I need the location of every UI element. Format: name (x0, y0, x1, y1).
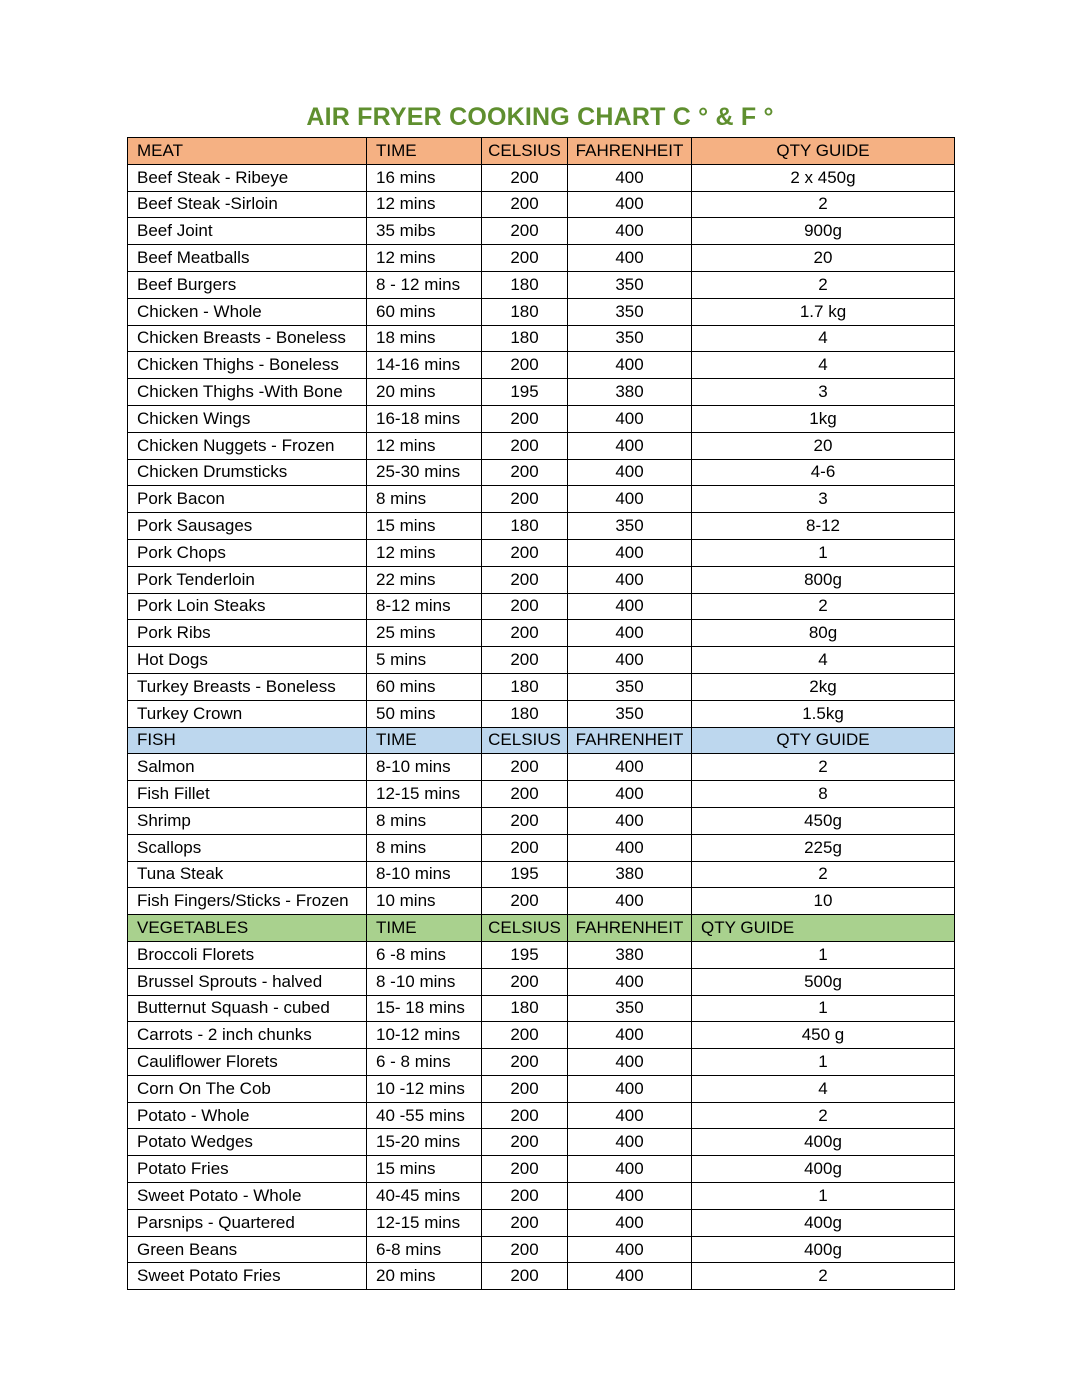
cell-qty: 400g (692, 1236, 955, 1263)
cell-celsius: 200 (482, 1209, 568, 1236)
cell-time: 8 mins (367, 834, 482, 861)
cell-time: 10 mins (367, 888, 482, 915)
table-row (128, 700, 955, 727)
cell-item: Beef Burgers (128, 271, 367, 298)
cell-item: Beef Steak -Sirloin (128, 191, 367, 218)
cell-item: Turkey Crown (128, 700, 367, 727)
cell-celsius: 180 (482, 298, 568, 325)
cell-fahrenheit: 400 (568, 191, 692, 218)
cell-time: 16 mins (367, 164, 482, 191)
cell-item: Potato Fries (128, 1156, 367, 1183)
header-cell-item: VEGETABLES (128, 915, 367, 942)
cell-celsius: 200 (482, 1129, 568, 1156)
cell-fahrenheit: 350 (568, 700, 692, 727)
cooking-chart-table (127, 137, 955, 1290)
table-row (128, 191, 955, 218)
cell-qty: 20 (692, 245, 955, 272)
cell-qty: 2 x 450g (692, 164, 955, 191)
cell-celsius: 200 (482, 888, 568, 915)
cell-time: 12 mins (367, 245, 482, 272)
cell-item: Potato Wedges (128, 1129, 367, 1156)
cell-fahrenheit: 400 (568, 781, 692, 808)
cell-qty: 80g (692, 620, 955, 647)
table-row (128, 271, 955, 298)
cell-fahrenheit: 400 (568, 1049, 692, 1076)
cell-item: Fish Fillet (128, 781, 367, 808)
cell-fahrenheit: 350 (568, 513, 692, 540)
header-cell-time: TIME (367, 727, 482, 754)
cell-time: 20 mins (367, 379, 482, 406)
cell-celsius: 200 (482, 1236, 568, 1263)
cell-qty: 1 (692, 1049, 955, 1076)
cell-item: Chicken Thighs -With Bone (128, 379, 367, 406)
cell-qty: 4 (692, 352, 955, 379)
header-cell-qty: QTY GUIDE (692, 727, 955, 754)
cell-qty: 3 (692, 379, 955, 406)
table-row (128, 298, 955, 325)
table-row (128, 459, 955, 486)
cell-qty: 4 (692, 647, 955, 674)
cell-celsius: 195 (482, 861, 568, 888)
cell-celsius: 200 (482, 1075, 568, 1102)
cell-fahrenheit: 400 (568, 539, 692, 566)
cell-item: Potato - Whole (128, 1102, 367, 1129)
cell-celsius: 200 (482, 1263, 568, 1290)
cell-qty: 4 (692, 1075, 955, 1102)
table-row (128, 1183, 955, 1210)
table-row (128, 513, 955, 540)
table-row (128, 620, 955, 647)
cell-celsius: 200 (482, 754, 568, 781)
cell-fahrenheit: 400 (568, 888, 692, 915)
cell-item: Scallops (128, 834, 367, 861)
cell-qty: 2 (692, 1102, 955, 1129)
cell-celsius: 200 (482, 164, 568, 191)
cell-celsius: 200 (482, 218, 568, 245)
cell-fahrenheit: 400 (568, 459, 692, 486)
cell-item: Broccoli Florets (128, 941, 367, 968)
cell-time: 16-18 mins (367, 405, 482, 432)
cell-celsius: 200 (482, 245, 568, 272)
cell-time: 8-12 mins (367, 593, 482, 620)
cell-qty: 2 (692, 593, 955, 620)
cell-item: Sweet Potato Fries (128, 1263, 367, 1290)
cell-celsius: 200 (482, 1022, 568, 1049)
cell-qty: 800g (692, 566, 955, 593)
cell-item: Pork Sausages (128, 513, 367, 540)
cell-item: Butternut Squash - cubed (128, 995, 367, 1022)
table-row (128, 1129, 955, 1156)
cell-time: 40 -55 mins (367, 1102, 482, 1129)
cell-qty: 10 (692, 888, 955, 915)
cell-qty: 8-12 (692, 513, 955, 540)
cell-celsius: 180 (482, 995, 568, 1022)
cell-time: 8-10 mins (367, 861, 482, 888)
cell-fahrenheit: 400 (568, 647, 692, 674)
cell-fahrenheit: 400 (568, 1129, 692, 1156)
cell-qty: 500g (692, 968, 955, 995)
cell-fahrenheit: 400 (568, 593, 692, 620)
table-row (128, 1022, 955, 1049)
table-row (128, 1209, 955, 1236)
cell-celsius: 180 (482, 513, 568, 540)
cell-time: 20 mins (367, 1263, 482, 1290)
header-cell-celsius: CELSIUS (482, 727, 568, 754)
table-row (128, 941, 955, 968)
table-row (128, 539, 955, 566)
table-row (128, 486, 955, 513)
cell-celsius: 180 (482, 673, 568, 700)
cell-item: Salmon (128, 754, 367, 781)
cell-time: 25-30 mins (367, 459, 482, 486)
cell-fahrenheit: 400 (568, 754, 692, 781)
cell-celsius: 200 (482, 352, 568, 379)
header-cell-item: MEAT (128, 138, 367, 165)
cell-time: 15 mins (367, 1156, 482, 1183)
cell-celsius: 195 (482, 379, 568, 406)
cell-celsius: 180 (482, 325, 568, 352)
header-cell-celsius: CELSIUS (482, 138, 568, 165)
table-row (128, 861, 955, 888)
cell-celsius: 200 (482, 1156, 568, 1183)
cell-item: Pork Tenderloin (128, 566, 367, 593)
cell-time: 18 mins (367, 325, 482, 352)
table-row (128, 593, 955, 620)
cell-celsius: 195 (482, 941, 568, 968)
cell-qty: 4 (692, 325, 955, 352)
cell-item: Pork Chops (128, 539, 367, 566)
cell-fahrenheit: 350 (568, 673, 692, 700)
cell-qty: 1kg (692, 405, 955, 432)
cell-fahrenheit: 400 (568, 968, 692, 995)
cell-time: 10 -12 mins (367, 1075, 482, 1102)
cell-time: 15-20 mins (367, 1129, 482, 1156)
table-row (128, 325, 955, 352)
table-row (128, 1156, 955, 1183)
table-row (128, 1236, 955, 1263)
header-cell-celsius: CELSIUS (482, 915, 568, 942)
cell-item: Beef Steak - Ribeye (128, 164, 367, 191)
cell-celsius: 200 (482, 781, 568, 808)
header-cell-fahrenheit: FAHRENHEIT (568, 138, 692, 165)
table-row (128, 888, 955, 915)
cell-time: 50 mins (367, 700, 482, 727)
header-cell-qty: QTY GUIDE (692, 915, 955, 942)
cell-time: 22 mins (367, 566, 482, 593)
cell-time: 6 - 8 mins (367, 1049, 482, 1076)
cell-time: 60 mins (367, 298, 482, 325)
table-row (128, 379, 955, 406)
cell-celsius: 200 (482, 807, 568, 834)
table-row (128, 1263, 955, 1290)
cell-qty: 20 (692, 432, 955, 459)
cell-fahrenheit: 380 (568, 941, 692, 968)
header-cell-time: TIME (367, 915, 482, 942)
cell-qty: 400g (692, 1129, 955, 1156)
cell-fahrenheit: 400 (568, 834, 692, 861)
cell-fahrenheit: 400 (568, 432, 692, 459)
table-row (128, 781, 955, 808)
cell-fahrenheit: 400 (568, 1209, 692, 1236)
cell-item: Beef Meatballs (128, 245, 367, 272)
header-cell-time: TIME (367, 138, 482, 165)
section-header-fish (128, 727, 955, 754)
table-row (128, 164, 955, 191)
cell-item: Chicken - Whole (128, 298, 367, 325)
header-cell-item: FISH (128, 727, 367, 754)
cell-qty: 2 (692, 191, 955, 218)
cell-item: Shrimp (128, 807, 367, 834)
table-row (128, 647, 955, 674)
cell-fahrenheit: 400 (568, 566, 692, 593)
cell-fahrenheit: 400 (568, 1075, 692, 1102)
table-row (128, 405, 955, 432)
table-row (128, 245, 955, 272)
cell-celsius: 200 (482, 647, 568, 674)
table-row (128, 432, 955, 459)
cell-qty: 1 (692, 995, 955, 1022)
cell-fahrenheit: 400 (568, 1156, 692, 1183)
table-row (128, 1102, 955, 1129)
cell-time: 8 - 12 mins (367, 271, 482, 298)
cell-qty: 900g (692, 218, 955, 245)
cell-celsius: 180 (482, 271, 568, 298)
table-row (128, 1075, 955, 1102)
cell-time: 12-15 mins (367, 1209, 482, 1236)
cell-time: 60 mins (367, 673, 482, 700)
cell-time: 8-10 mins (367, 754, 482, 781)
cell-celsius: 200 (482, 1049, 568, 1076)
cell-item: Pork Loin Steaks (128, 593, 367, 620)
table-row (128, 566, 955, 593)
cell-qty: 1 (692, 1183, 955, 1210)
cell-fahrenheit: 350 (568, 298, 692, 325)
cell-time: 5 mins (367, 647, 482, 674)
table-row (128, 673, 955, 700)
cell-celsius: 200 (482, 191, 568, 218)
cell-celsius: 200 (482, 968, 568, 995)
cell-time: 40-45 mins (367, 1183, 482, 1210)
section-header-veg (128, 915, 955, 942)
cell-celsius: 200 (482, 1102, 568, 1129)
cell-item: Tuna Steak (128, 861, 367, 888)
cell-fahrenheit: 400 (568, 486, 692, 513)
cell-time: 15 mins (367, 513, 482, 540)
cell-fahrenheit: 400 (568, 245, 692, 272)
cell-time: 8 -10 mins (367, 968, 482, 995)
cell-item: Pork Bacon (128, 486, 367, 513)
cell-celsius: 200 (482, 566, 568, 593)
table-row (128, 754, 955, 781)
cell-item: Corn On The Cob (128, 1075, 367, 1102)
cell-item: Hot Dogs (128, 647, 367, 674)
cell-celsius: 200 (482, 1183, 568, 1210)
header-cell-fahrenheit: FAHRENHEIT (568, 727, 692, 754)
cell-qty: 2 (692, 861, 955, 888)
cell-qty: 1.7 kg (692, 298, 955, 325)
cell-item: Chicken Breasts - Boneless (128, 325, 367, 352)
cell-item: Turkey Breasts - Boneless (128, 673, 367, 700)
cell-fahrenheit: 350 (568, 325, 692, 352)
cell-item: Chicken Nuggets - Frozen (128, 432, 367, 459)
cell-qty: 2kg (692, 673, 955, 700)
cell-celsius: 200 (482, 593, 568, 620)
cell-item: Chicken Drumsticks (128, 459, 367, 486)
cell-item: Parsnips - Quartered (128, 1209, 367, 1236)
cell-fahrenheit: 380 (568, 379, 692, 406)
table-row (128, 352, 955, 379)
cell-item: Carrots - 2 inch chunks (128, 1022, 367, 1049)
cell-celsius: 200 (482, 432, 568, 459)
cell-fahrenheit: 400 (568, 218, 692, 245)
cell-time: 10-12 mins (367, 1022, 482, 1049)
cell-qty: 2 (692, 271, 955, 298)
header-cell-fahrenheit: FAHRENHEIT (568, 915, 692, 942)
cell-qty: 400g (692, 1209, 955, 1236)
cell-fahrenheit: 400 (568, 1183, 692, 1210)
cell-time: 12 mins (367, 539, 482, 566)
cell-fahrenheit: 400 (568, 1263, 692, 1290)
cell-time: 14-16 mins (367, 352, 482, 379)
cell-item: Pork Ribs (128, 620, 367, 647)
cell-qty: 1 (692, 941, 955, 968)
cell-qty: 450g (692, 807, 955, 834)
cell-item: Brussel Sprouts - halved (128, 968, 367, 995)
cell-qty: 8 (692, 781, 955, 808)
cell-qty: 2 (692, 754, 955, 781)
cell-celsius: 200 (482, 486, 568, 513)
cell-celsius: 200 (482, 620, 568, 647)
section-header-meat (128, 138, 955, 165)
cell-item: Fish Fingers/Sticks - Frozen (128, 888, 367, 915)
cell-fahrenheit: 400 (568, 620, 692, 647)
cell-fahrenheit: 400 (568, 405, 692, 432)
page-title: AIR FRYER COOKING CHART C ° & F ° (306, 103, 774, 131)
cell-time: 8 mins (367, 807, 482, 834)
cell-fahrenheit: 400 (568, 352, 692, 379)
cell-fahrenheit: 400 (568, 1102, 692, 1129)
cell-time: 8 mins (367, 486, 482, 513)
cell-time: 25 mins (367, 620, 482, 647)
cell-time: 12-15 mins (367, 781, 482, 808)
cell-celsius: 180 (482, 700, 568, 727)
cell-celsius: 200 (482, 539, 568, 566)
cell-qty: 3 (692, 486, 955, 513)
cell-qty: 1 (692, 539, 955, 566)
cell-qty: 2 (692, 1263, 955, 1290)
cell-time: 12 mins (367, 191, 482, 218)
cell-qty: 400g (692, 1156, 955, 1183)
cell-item: Cauliflower Florets (128, 1049, 367, 1076)
cell-item: Green Beans (128, 1236, 367, 1263)
header-cell-qty: QTY GUIDE (692, 138, 955, 165)
table-row (128, 807, 955, 834)
cell-item: Chicken Thighs - Boneless (128, 352, 367, 379)
cell-item: Chicken Wings (128, 405, 367, 432)
cell-fahrenheit: 350 (568, 271, 692, 298)
cell-celsius: 200 (482, 459, 568, 486)
cell-fahrenheit: 380 (568, 861, 692, 888)
table-row (128, 968, 955, 995)
cell-qty: 4-6 (692, 459, 955, 486)
cell-celsius: 200 (482, 834, 568, 861)
table-row (128, 834, 955, 861)
cell-qty: 450 g (692, 1022, 955, 1049)
cell-celsius: 200 (482, 405, 568, 432)
cell-time: 6-8 mins (367, 1236, 482, 1263)
table-row (128, 218, 955, 245)
table-row (128, 995, 955, 1022)
cell-qty: 1.5kg (692, 700, 955, 727)
cell-fahrenheit: 400 (568, 164, 692, 191)
cell-qty: 225g (692, 834, 955, 861)
cell-fahrenheit: 400 (568, 1022, 692, 1049)
cell-item: Beef Joint (128, 218, 367, 245)
cell-fahrenheit: 400 (568, 807, 692, 834)
cell-item: Sweet Potato - Whole (128, 1183, 367, 1210)
cell-time: 35 mibs (367, 218, 482, 245)
cell-fahrenheit: 350 (568, 995, 692, 1022)
cell-fahrenheit: 400 (568, 1236, 692, 1263)
cell-time: 15- 18 mins (367, 995, 482, 1022)
cell-time: 12 mins (367, 432, 482, 459)
table-row (128, 1049, 955, 1076)
cell-time: 6 -8 mins (367, 941, 482, 968)
